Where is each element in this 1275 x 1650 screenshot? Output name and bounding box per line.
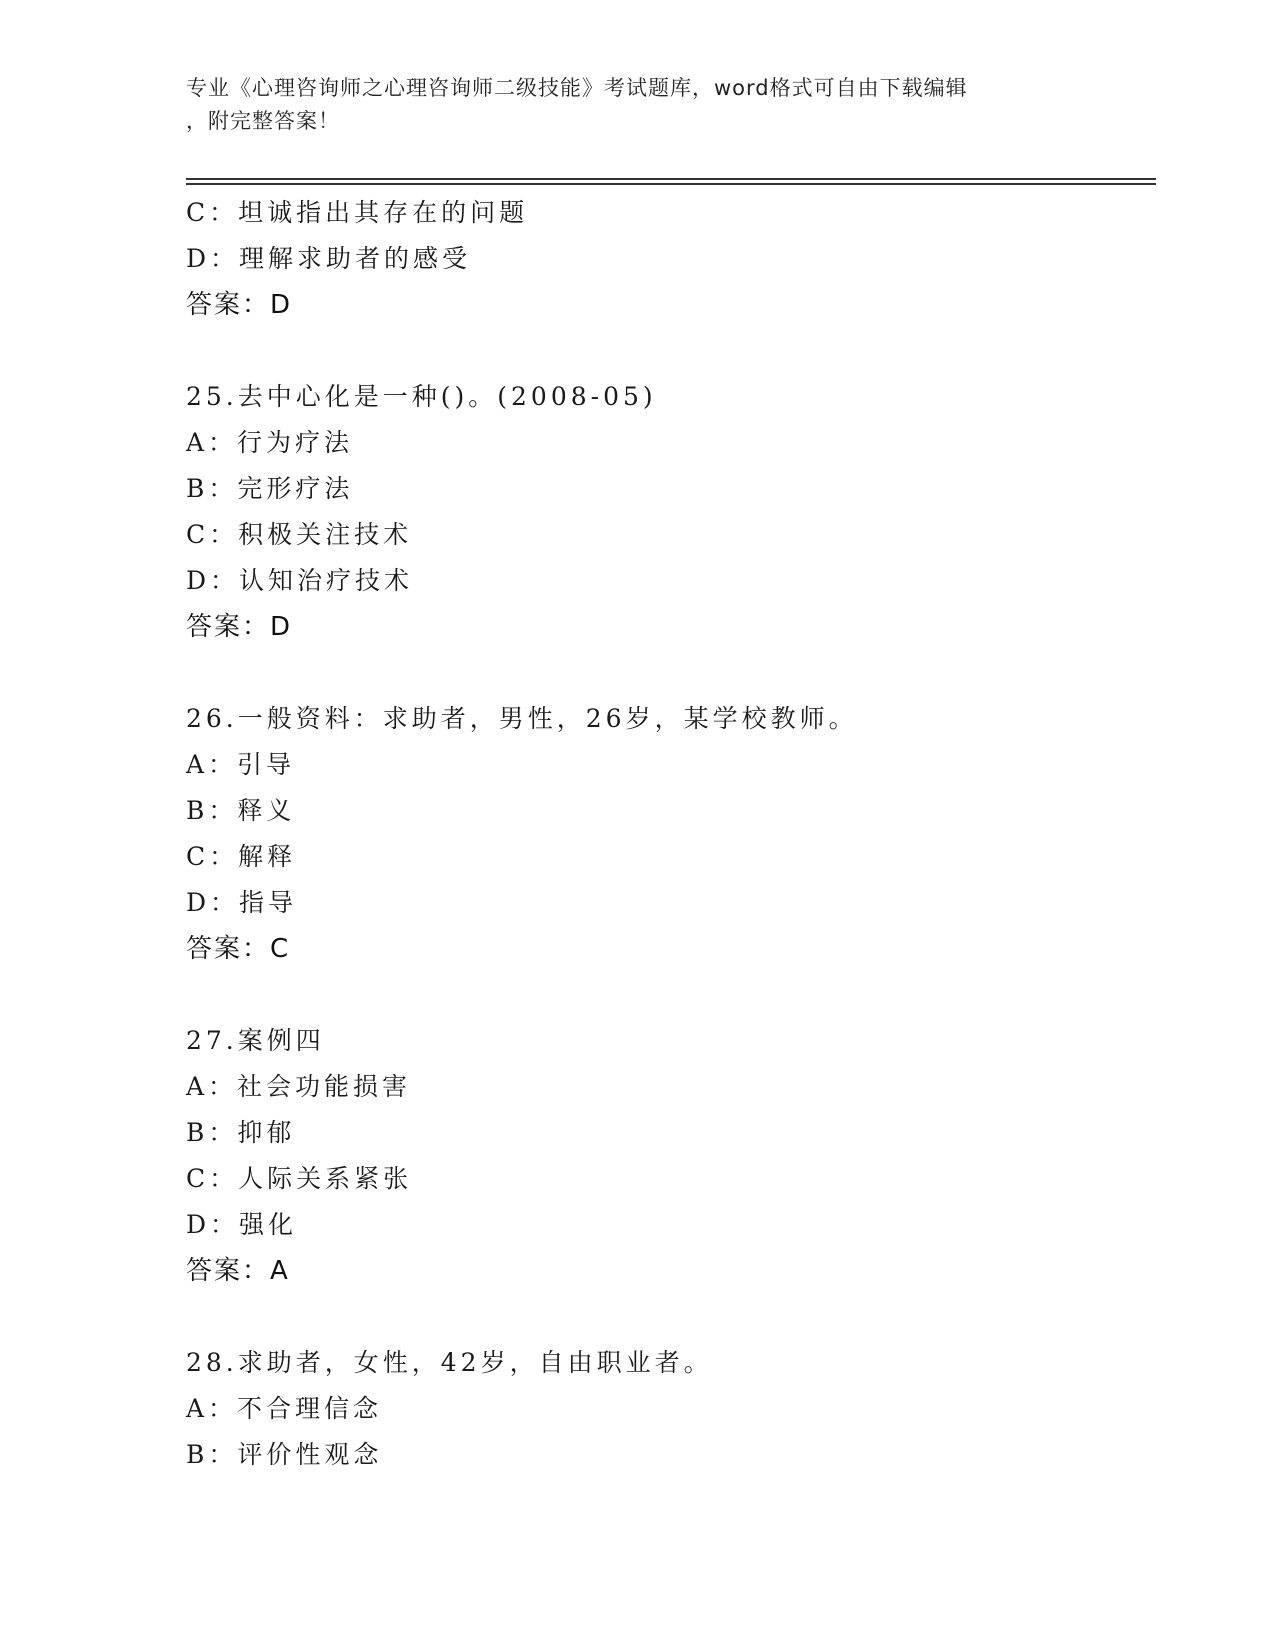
spacer bbox=[186, 972, 1136, 1018]
option-d: D：强化 bbox=[186, 1210, 298, 1239]
option-c: C：坦诚指出其存在的问题 bbox=[186, 198, 529, 227]
option-d: D：认知治疗技术 bbox=[186, 566, 414, 595]
option-a: A：引导 bbox=[186, 750, 296, 779]
header-divider-top bbox=[186, 178, 1156, 180]
spacer bbox=[186, 328, 1136, 374]
header-line-2: ，附完整答案！ bbox=[186, 109, 340, 133]
question-list bbox=[186, 190, 1136, 1478]
question-27: 27.案例四 bbox=[186, 1026, 325, 1055]
option-d: D：指导 bbox=[186, 888, 298, 917]
option-b: B：评价性观念 bbox=[186, 1440, 383, 1469]
answer: 答案：D bbox=[186, 612, 293, 642]
question-26: 26.一般资料：求助者，男性，26岁，某学校教师。 bbox=[186, 704, 858, 733]
spacer bbox=[186, 1294, 1136, 1340]
answer: 答案：C bbox=[186, 934, 291, 964]
option-b: B：释义 bbox=[186, 796, 296, 825]
spacer bbox=[186, 650, 1136, 696]
option-a: A：不合理信念 bbox=[186, 1394, 383, 1423]
option-c: C：人际关系紧张 bbox=[186, 1164, 413, 1193]
document-header bbox=[186, 72, 1086, 138]
option-b: B：完形疗法 bbox=[186, 474, 354, 503]
option-c: C：解释 bbox=[186, 842, 297, 871]
option-c: C：积极关注技术 bbox=[186, 520, 413, 549]
answer: 答案：A bbox=[186, 1256, 290, 1286]
option-d: D：理解求助者的感受 bbox=[186, 244, 472, 273]
question-28: 28.求助者，女性，42岁，自由职业者。 bbox=[186, 1348, 713, 1377]
question-25: 25.去中心化是一种()。(2008-05) bbox=[186, 382, 657, 411]
header-divider-bottom bbox=[186, 183, 1156, 185]
option-b: B：抑郁 bbox=[186, 1118, 296, 1147]
header-line-1: 专业《心理咨询师之心理咨询师二级技能》考试题库，word格式可自由下载编辑 bbox=[186, 76, 968, 100]
option-a: A：社会功能损害 bbox=[186, 1072, 412, 1101]
option-a: A：行为疗法 bbox=[186, 428, 354, 457]
answer: 答案：D bbox=[186, 290, 293, 320]
